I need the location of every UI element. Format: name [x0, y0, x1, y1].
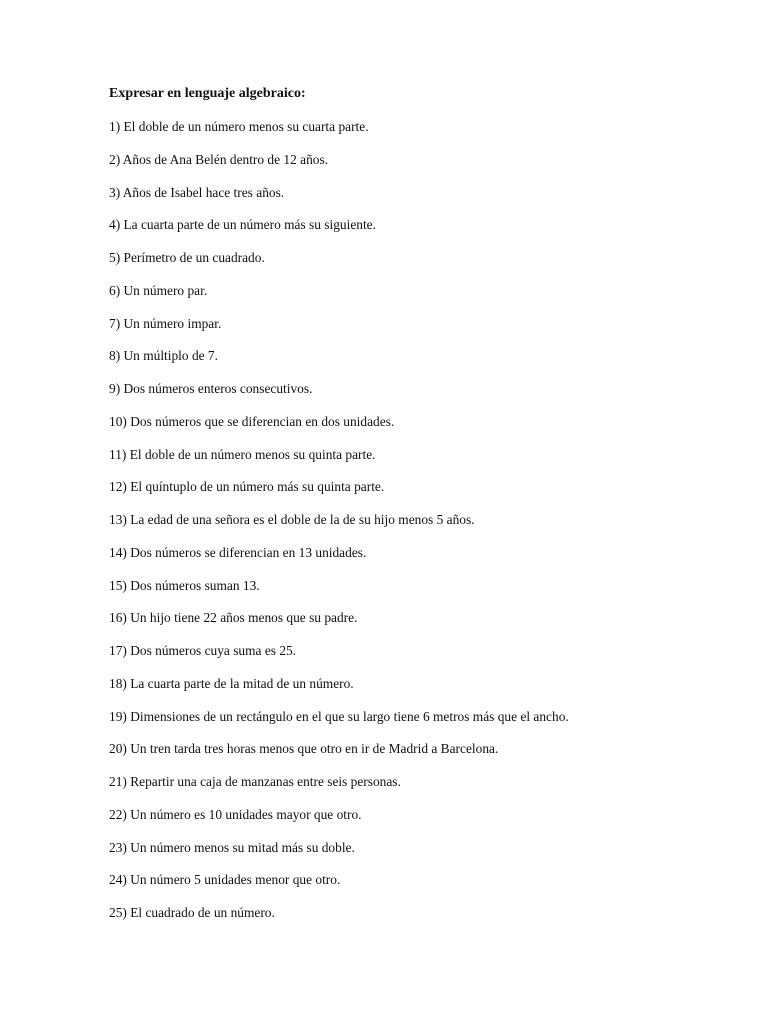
list-item: 5) Perímetro de un cuadrado.	[109, 250, 265, 265]
list-item: 18) La cuarta parte de la mitad de un número.	[109, 675, 354, 691]
list-item: 25) El cuadrado de un número.	[109, 905, 275, 920]
list-item: 12) El quíntuplo de un número más su quinta parte.	[109, 479, 385, 495]
list-item: 7) Un número impar.	[109, 315, 222, 331]
list-item: 20) Un tren tarda tres horas menos que otro en ir de Madrid a Barcelona.	[109, 741, 499, 757]
list-item: 4) La cuarta parte de un número más su siguiente.	[109, 217, 376, 233]
list-item: 3) Años de Isabel hace tres años.	[109, 184, 285, 200]
list-item: 17) Dos números cuya suma es 25.	[109, 643, 297, 658]
page-title: Expresar en lenguaje algebraico:	[109, 86, 306, 101]
list-item: 10) Dos números que se diferencian en dos unidades.	[109, 413, 395, 429]
list-item: 24) Un número 5 unidades menor que otro.	[109, 872, 341, 888]
list-item: 13) La edad de una señora es el doble de la de su hijo menos 5 años.	[109, 512, 475, 527]
list-item: 2) Años de Ana Belén dentro de 12 años.	[109, 151, 329, 167]
list-item: 8) Un múltiplo de 7.	[109, 348, 218, 364]
list-item: 21) Repartir una caja de manzanas entre seis personas.	[109, 774, 401, 789]
list-item: 19) Dimensiones de un rectángulo en el que su largo tiene 6 metros más que el ancho.	[109, 708, 569, 724]
list-item: 9) Dos números enteros consecutivos.	[109, 381, 313, 396]
list-item: 14) Dos números se diferencian en 13 unidades.	[109, 544, 367, 560]
list-item: 1) El doble de un número menos su cuarta parte.	[109, 119, 369, 134]
list-item: 22) Un número es 10 unidades mayor que otro.	[109, 806, 362, 822]
list-item: 16) Un hijo tiene 22 años menos que su padre.	[109, 610, 358, 626]
exercise-list	[109, 118, 569, 937]
list-item: 15) Dos números suman 13.	[109, 577, 260, 593]
list-item: 11) El doble de un número menos su quinta parte.	[109, 446, 376, 462]
list-item: 23) Un número menos su mitad más su doble.	[109, 839, 355, 855]
list-item: 6) Un número par.	[109, 282, 208, 298]
